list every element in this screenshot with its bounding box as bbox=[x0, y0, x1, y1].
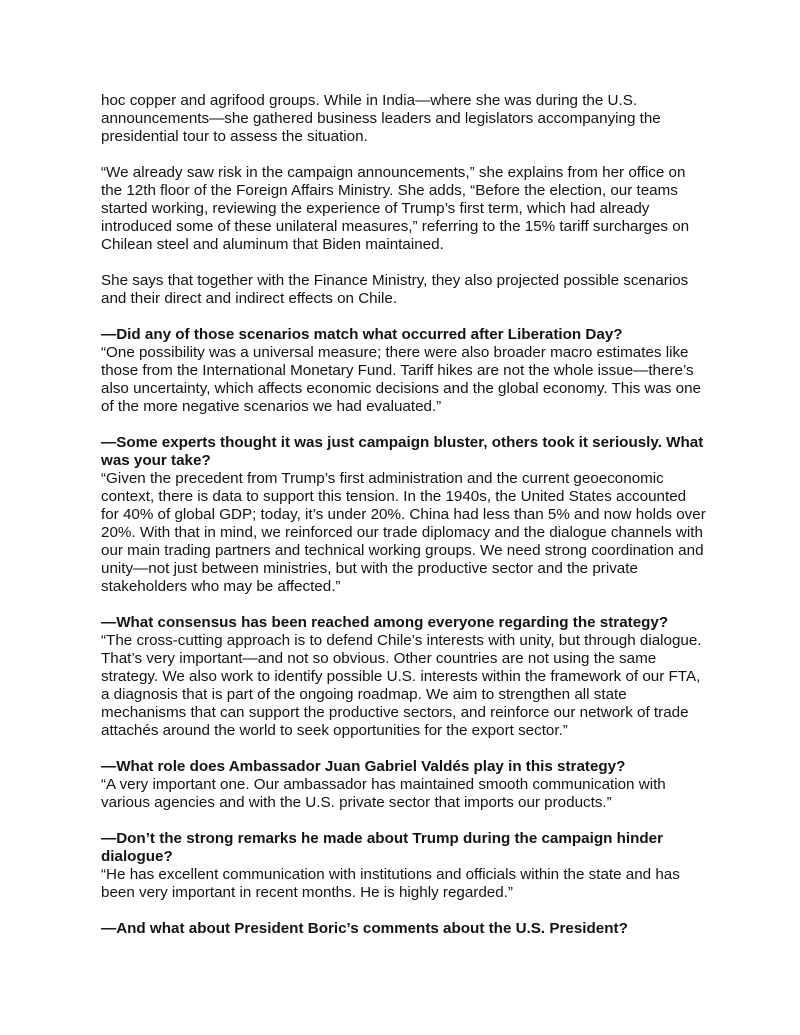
document-page bbox=[101, 92, 706, 956]
interview-answer: “Given the precedent from Trump’s first administration and the current geoeconomic context, there is data to support this tension. In the 1940s, the United States accounted for 40% of global GDP; today, it’s under 20%. China had less than 5% and now holds over 20%. With that in mind, we reinforced our trade diplomacy and the dialogue channels with our main trading partners and technical working groups. We need strong coordination and unity—not just between ministries, but with the productive sector and the private stakeholders who may be affected.” bbox=[101, 470, 706, 595]
interview-answer: “He has excellent communication with institutions and officials within the state and has been very important in recent months. He is highly regarded.” bbox=[101, 866, 680, 901]
interview-question: —Some experts thought it was just campaign bluster, others took it seriously. What was your take? bbox=[101, 434, 704, 469]
interview-question: —Did any of those scenarios match what occurred after Liberation Day? bbox=[101, 326, 623, 343]
qa-block bbox=[101, 920, 706, 938]
interview-answer: “The cross-cutting approach is to defend Chile’s interests with unity, but through dialogue. That’s very important—and not so obvious. Other countries are not using the same strategy. We also work to identify possible U.S. interests within the framework of our FTA, a diagnosis that is part of the ongoing roadmap. We aim to strengthen all state mechanisms that can support the productive sectors, and reinforce our network of trade attachés around the world to seek opportunities for the export sector.” bbox=[101, 632, 702, 739]
intro-paragraph: “We already saw risk in the campaign announcements,” she explains from her office on the 12th floor of the Foreign Affairs Ministry. She adds, “Before the election, our teams started working, reviewing the experience of Trump’s first term, which had already introduced some of these unilateral measures,” referring to the 15% tariff surcharges on Chilean steel and aluminum that Biden maintained. bbox=[101, 164, 690, 253]
qa-block bbox=[101, 434, 706, 596]
interview-answer: “A very important one. Our ambassador has maintained smooth communication with various agencies and with the U.S. private sector that imports our products.” bbox=[101, 776, 666, 811]
intro-paragraph: She says that together with the Finance Ministry, they also projected possible scenarios and their direct and indirect effects on Chile. bbox=[101, 272, 689, 307]
qa-block bbox=[101, 326, 706, 416]
interview-question: —And what about President Boric’s comments about the U.S. President? bbox=[101, 920, 628, 937]
interview-question: —What role does Ambassador Juan Gabriel Valdés play in this strategy? bbox=[101, 758, 626, 775]
interview-answer: “One possibility was a universal measure; there were also broader macro estimates like those from the International Monetary Fund. Tariff hikes are not the whole issue—there’s also uncertainty, which affects economic decisions and the global economy. This was one of the more negative scenarios we had evaluated.” bbox=[101, 344, 701, 415]
interview-question: —What consensus has been reached among everyone regarding the strategy? bbox=[101, 614, 669, 631]
qa-block bbox=[101, 614, 706, 740]
qa-block bbox=[101, 758, 706, 812]
interview-question: —Don’t the strong remarks he made about Trump during the campaign hinder dialogue? bbox=[101, 830, 664, 865]
intro-paragraph: hoc copper and agrifood groups. While in India—where she was during the U.S. announcements—she gathered business leaders and legislators accompanying the presidential tour to assess the situation. bbox=[101, 92, 661, 145]
qa-block bbox=[101, 830, 706, 902]
